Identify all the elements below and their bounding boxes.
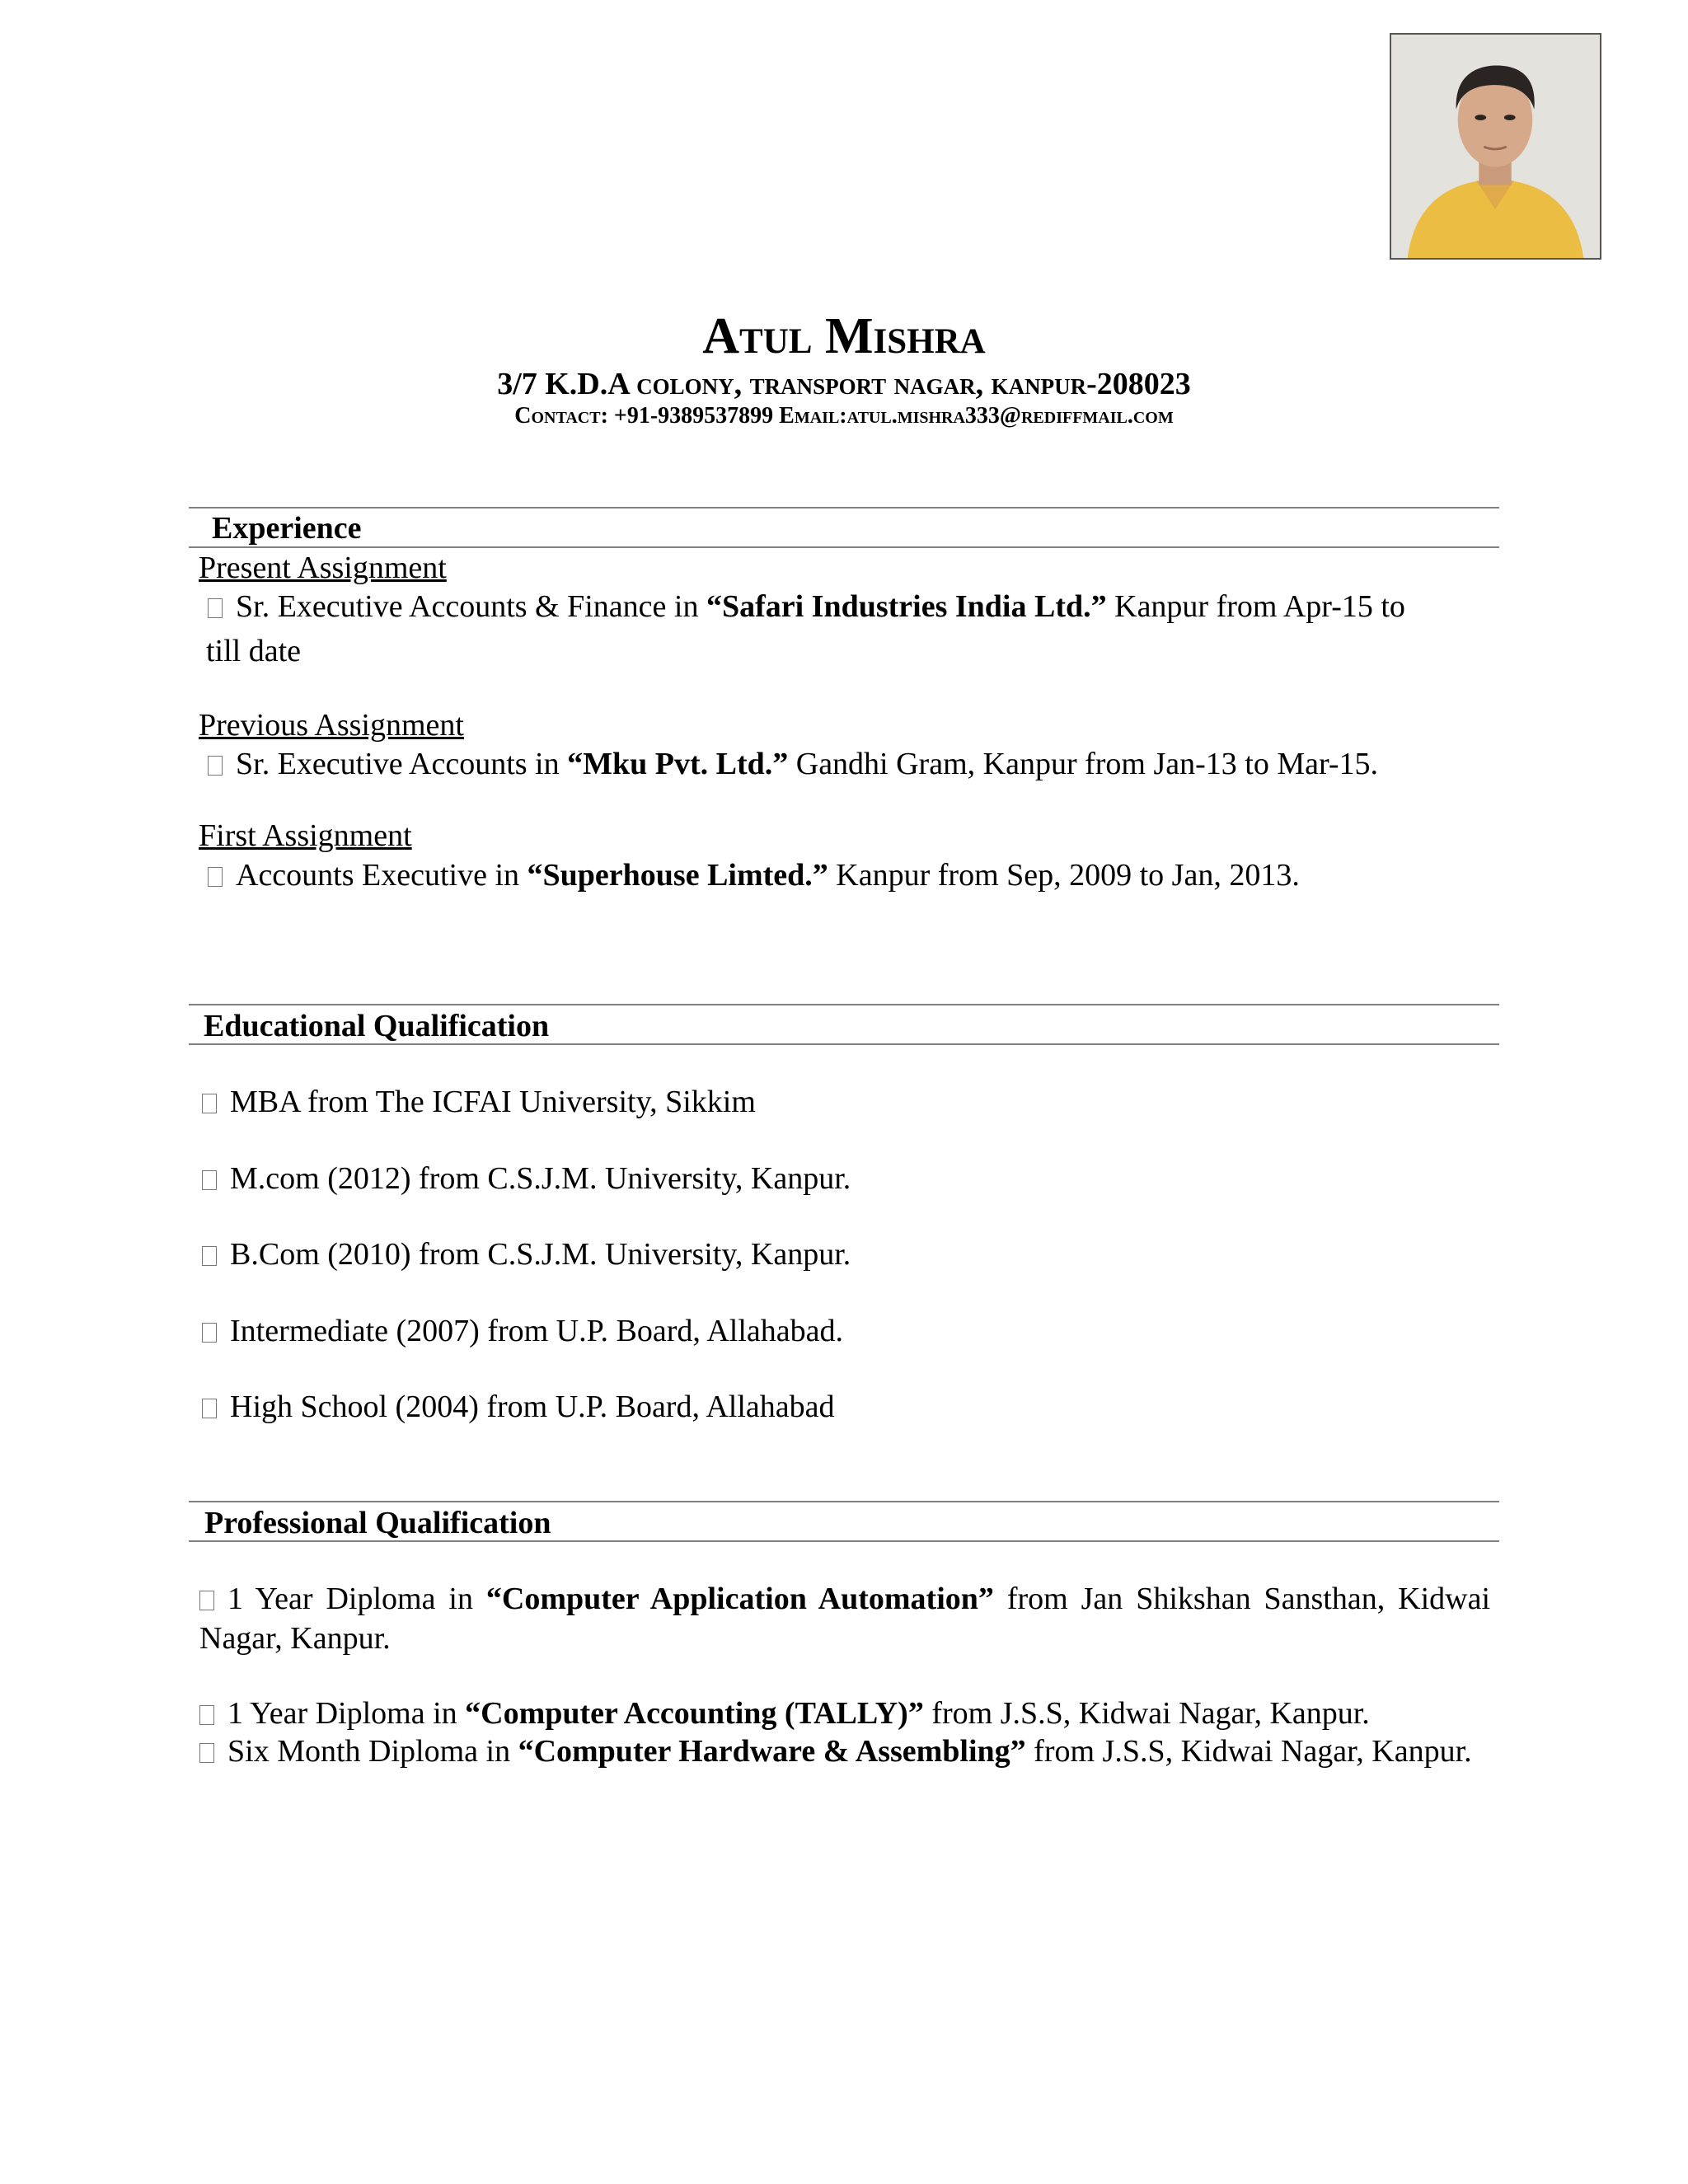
professional-item: 1 Year Diploma in “Computer Application Automation” from Jan Shikshan Sansthan, Kidwai Nagar, Kanpur.	[199, 1582, 1491, 1656]
previous-assignment-label: Previous Assignment	[199, 708, 464, 743]
previous-assignment-line: Sr. Executive Accounts in “Mku Pvt. Ltd.” Gandhi Gram, Kanpur from Jan-13 to Mar-15.	[208, 744, 1378, 784]
professional-item: 1 Year Diploma in “Computer Accounting (TALLY)” from J.S.S, Kidwai Nagar, Kanpur.	[199, 1694, 1490, 1733]
education-item: M.com (2012) from C.S.J.M. University, Kanpur.	[202, 1159, 851, 1198]
bullet-icon	[202, 1323, 217, 1343]
first-assignment-label: First Assignment	[199, 818, 412, 853]
professional-item: Six Month Diploma in “Computer Hardware & Assembling” from J.S.S, Kidwai Nagar, Kanpur.	[199, 1732, 1490, 1771]
bullet-icon	[199, 1743, 214, 1763]
present-assignment-label: Present Assignment	[199, 551, 447, 585]
education-item: High School (2004) from U.P. Board, Allahabad	[202, 1387, 835, 1427]
previous-company: “Mku Pvt. Ltd.”	[567, 747, 789, 781]
bullet-icon	[199, 1705, 214, 1725]
education-item: B.Com (2010) from C.S.J.M. University, Kanpur.	[202, 1235, 851, 1274]
experience-heading: Experience	[212, 511, 362, 546]
bullet-icon	[202, 1170, 217, 1190]
bullet-icon	[208, 598, 223, 618]
education-section-header	[189, 1004, 1499, 1045]
bullet-icon	[202, 1094, 217, 1113]
profile-photo	[1390, 33, 1601, 260]
present-assignment-line-cont: till date	[206, 634, 302, 668]
candidate-address: 3/7 K.D.A colony, transport nagar, kanpur-208023	[497, 367, 1191, 401]
first-assignment-line: Accounts Executive in “Superhouse Limted.” Kanpur from Sep, 2009 to Jan, 2013.	[208, 855, 1300, 895]
professional-section-header	[189, 1501, 1499, 1542]
present-assignment-line: Sr. Executive Accounts & Finance in “Safari Industries India Ltd.” Kanpur from Apr-15 to	[208, 587, 1405, 626]
candidate-name: Atul Mishra	[702, 308, 986, 364]
experience-section-header	[189, 507, 1499, 548]
bullet-icon	[208, 867, 223, 887]
professional-heading: Professional Qualification	[204, 1506, 551, 1540]
education-item: MBA from The ICFAI University, Sikkim	[202, 1082, 756, 1122]
first-company: “Superhouse Limted.”	[527, 858, 828, 893]
education-heading: Educational Qualification	[204, 1009, 550, 1043]
bullet-icon	[202, 1246, 217, 1266]
bullet-icon	[208, 756, 223, 776]
portrait-image	[1391, 35, 1600, 258]
bullet-icon	[202, 1399, 217, 1418]
candidate-contact: Contact: +91-9389537899 Email:atul.mishra333@rediffmail.com	[514, 403, 1174, 429]
present-company: “Safari Industries India Ltd.”	[706, 589, 1107, 624]
bullet-icon	[199, 1591, 214, 1610]
education-item: Intermediate (2007) from U.P. Board, Allahabad.	[202, 1311, 843, 1351]
